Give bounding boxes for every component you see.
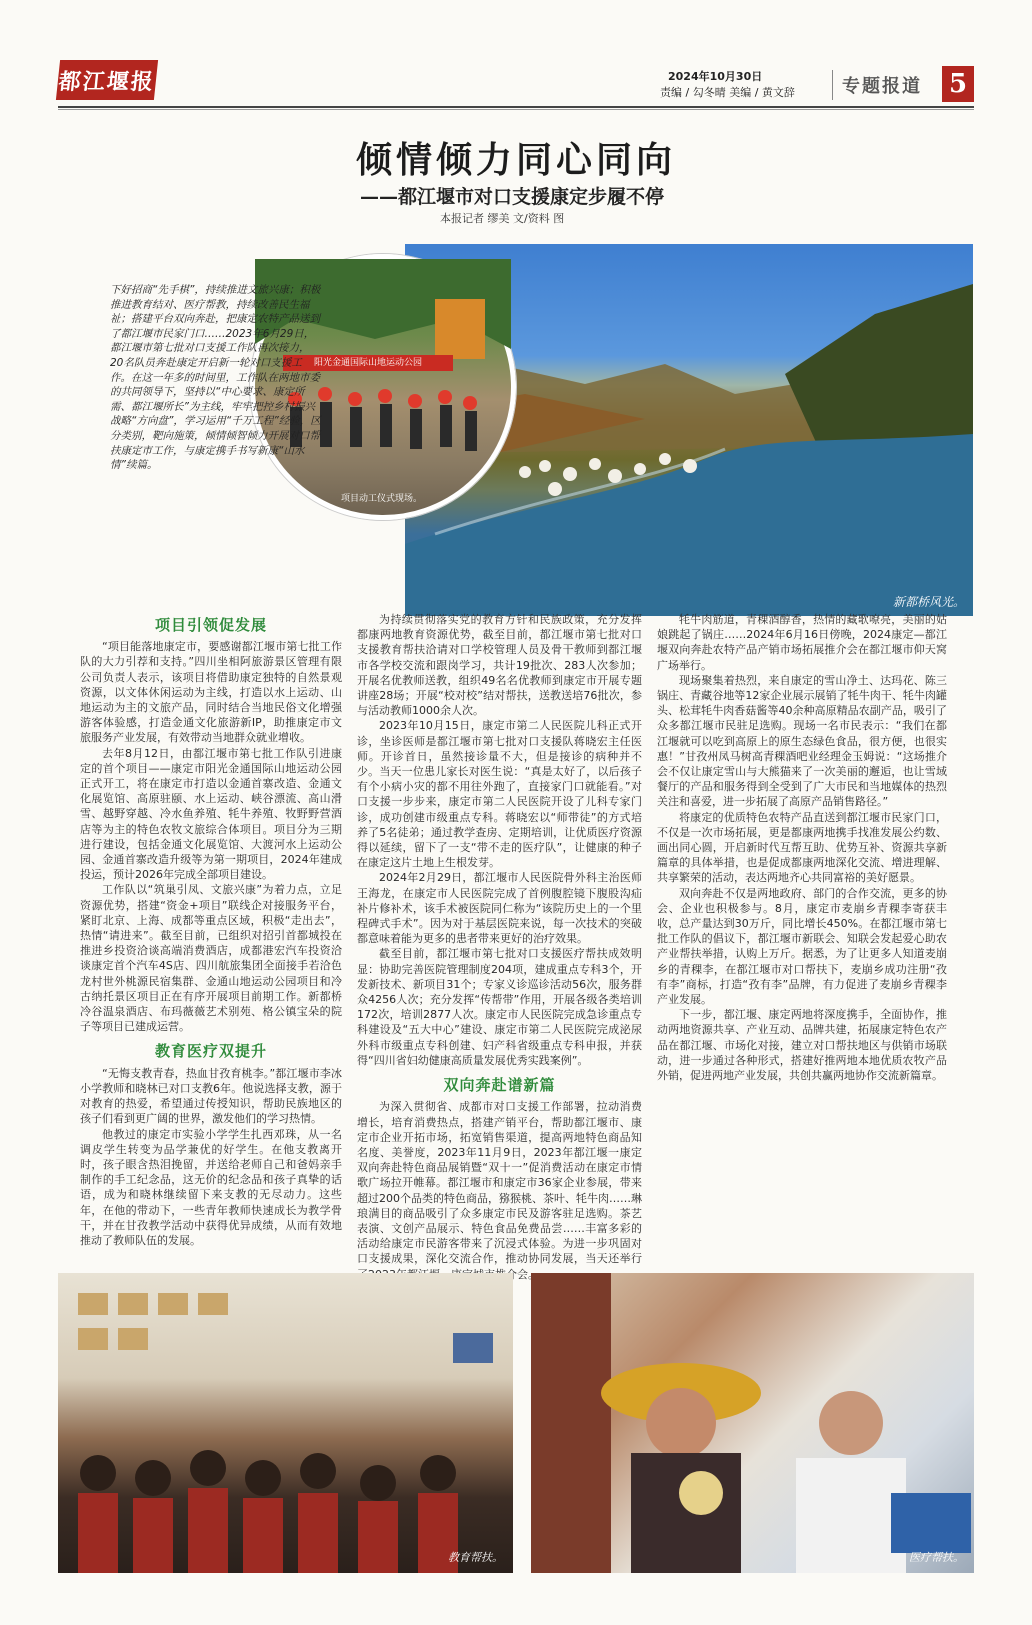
classroom-illustration bbox=[58, 1273, 513, 1573]
column-2 bbox=[357, 612, 642, 1281]
section-name: 专题报道 bbox=[842, 76, 922, 97]
column-3 bbox=[657, 612, 947, 1262]
paragraph: 双向奔赴不仅是两地政府、部门的合作交流，更多的协会、企业也积极参与。8月，康定市麦崩乡青稞李寄获丰收，总产量达到30万斤，同比增长450%。在都江堰市第七批工作队的倡议下，都江堰市新联会、知联会发起爱心助农产业帮扶举措，认购上万斤。据悉，为了让更多人知道麦崩乡的青稞李，在都江堰市对口帮扶下，麦崩乡成功注册“孜有李”商标，打造“孜有李”品牌，有力促进了麦崩乡青稞李产业发展。 bbox=[657, 886, 947, 1007]
section-heading-two-way: 双向奔赴谱新篇 bbox=[443, 1076, 556, 1095]
header-rule bbox=[58, 106, 974, 108]
masthead-logo: 都江堰报 bbox=[56, 60, 158, 100]
paragraph: 2023年10月15日，康定市第二人民医院儿科正式开诊，坐诊医师是都江堰市第七批对口支援队蒋晓宏主任医师。开诊首日，虽然接诊量不大，但是接诊的病种并不少。当天一位患儿家长对医生说：“真是太好了，以后孩子有个小病小灾的都不用往外跑了，直接家门口就能看。”对口支援一步步来，康定市第二人民医院开设了儿科专家门诊，成功创建市级重点专科。蒋晓宏以“师带徒”的方式培养了5名徒弟；通过教学查房、定期培训，让优质医疗资源得以延续，留下了一支“带不走的医疗队”，让健康的种子在康定这片土地上生根发芽。 bbox=[357, 719, 642, 870]
classroom-photo bbox=[58, 1273, 513, 1573]
paragraph: 将康定的优质特色农特产品直送到都江堰市民家门口，不仅是一次市场拓展，更是都康两地携手找准发展公约数、画出同心圆，开启新时代互帮互助、优势互补、资源共享新篇章的具体举措，也是促成都康两地深化交流、增进理解、共享繁荣的活动，表达两地齐心共同富裕的美好愿景。 bbox=[657, 810, 947, 885]
paragraph: 工作队以“筑巢引凤、文旅兴康”为着力点，立足资源优势，搭建“资金+项目”联线企对接服务平台，紧盯北京、上海、成都等重点区域，积极“走出去”，热情“请进来”。截至目前，已组织对招引首都城投在推进乡投资洽谈高端消费酒店，成都港宏汽车投资洽谈康定首个汽车4S店、四川航旅集团全面接手若洽色龙村世外桃源民宿集群、金通山地运动公园项目和冷古纳托景区项目正在有序开展项目前期工作。新都桥冷谷温泉酒店、布玛薇薇艺术别苑、格公镇宝朵的院子等项目已建成运营。 bbox=[80, 883, 342, 1034]
section-heading-education-medical: 教育医疗双提升 bbox=[154, 1042, 267, 1061]
header-divider bbox=[832, 70, 833, 100]
clinic-photo-caption: 医疗帮扶。 bbox=[909, 1551, 964, 1564]
article-byline: 本报记者 缪美 文/资料 图 bbox=[440, 212, 565, 225]
issue-date: 2024年10月30日 bbox=[668, 70, 763, 83]
article-intro: 下好招商“先手棋”，持续推进文旅兴康；积极推进教育结对、医疗帮教，持续改善民生福祉；搭建平台双向奔赴，把康定农特产品送到了都江堰市民家门口……2023年6月29日，都江堰市第七批对口支援工作队再次接力，20名队员奔赴康定开启新一轮对口支援工作。在这一年多的时间里，工作队在两地市委的共同领导下，坚持以“中心要求、康定所需、都江堰所长”为主线，牢牢把控乡村振兴战略“方向盘”，学习运用“千万工程”经验，区分类别，靶向施策，倾情倾智倾力开展对口帮扶康定市工作，与康定携手书写新康“山水情”续篇。 bbox=[110, 284, 321, 472]
classroom-photo-caption: 教育帮扶。 bbox=[448, 1551, 503, 1564]
article-subtitle: ——都江堰市对口支援康定步履不停 bbox=[360, 186, 665, 208]
paragraph: 为深入贯彻省、成都市对口支援工作部署，拉动消费增长，培育消费热点，搭建产销平台，帮助都江堰市、康定市企业开拓市场，拓宽销售渠道，提高两地特色商品知名度、美誉度，2023年11月9日，2023年都江堰一康定双向奔赴特色商品展销暨“双十一”促消费活动在康定市情歌广场拉开帷幕。都江堰市和康定市36家企业参展，带来超过200个品类的特色商品，猕猴桃、茶叶、牦牛肉……琳琅满目的商品吸引了众多康定市民及游客驻足选购。茶艺表演、文创产品展示、特色食品免费品尝……丰富多彩的活动给康定市民游客带来了沉浸式体验。为进一步巩固对口支援成果，深化交流合作，推动协同发展，当天还举行 介会。 bbox=[357, 1100, 642, 1281]
paragraph: 下一步，都江堰、康定两地将深度携手，全面协作，推动两地资源共享、产业互动、品牌共建，拓展康定特色农产品在都江堰、市场化对接，建立对口帮扶地区与供销市场联动，进一步通过各种形式，搭建好推两地本地优质农牧产品外销，促进两地产业发展，共创共赢两地协作交流新篇章。 bbox=[657, 1008, 947, 1083]
landscape-photo-caption: 新都桥风光。 bbox=[892, 595, 965, 609]
header-rule-thin bbox=[58, 109, 974, 110]
groundbreaking-banner: 阳光金通国际山地运动公园 bbox=[283, 355, 453, 371]
paragraph: 去年8月12日，由都江堰市第七批工作队引进康定的首个项目——康定市阳光金通国际山地运动公园正式开工，将在康定市打造以金通首寨改造、金通文化展览馆、高原驻颐、水上运动、峡谷漂流、高山滑雪、越野穿越、冷水鱼养殖、牦牛养殖、牧野野营酒店等为主的特色农牧文旅综合体项目。项目分为三期进行建设，包括金通文化展览馆、大渡河水上运动公园、金通首寨改造升级等为第一期项目，2024年建成投运，预计2026年完成全部项目建设。 bbox=[80, 746, 342, 882]
paragraph: “无悔支教青春，热血甘孜育桃李。”都江堰市李冰小学教师和晓林已对口支教6年。他说选择支教，源于对教育的热爱，希望通过传授知识，帮助民族地区的孩子们看到更广阔的世界，激发他们的学习热情。 bbox=[80, 1066, 342, 1126]
paragraph: 现场聚集着热烈，来自康定的雪山净土、达玛花、陈三锅庄、青藏谷地等12家企业展示展销了牦牛肉干、牦牛肉罐头、松茸牦牛肉香菇酱等40余种高原精品农副产品，吸引了众多都江堰市民驻足选购。现场一名市民表示：“我们在都江堰就可以吃到高原上的原生态绿色食品，很方便，也很实惠！”甘孜州凤马树高青稞酒吧业经理金玉姆说：“这场推介会不仅让康定雪山与大熊猫来了一次美丽的邂逅，也让雪域餐厅的产品和服务得到全受到了广大市民和当地媒体的热烈关注和喜爱，进一步拓展了高原产品销售路径。” bbox=[657, 673, 947, 809]
paragraph: 截至目前，都江堰市第七批对口支援医疗帮扶成效明显：协助完善医院管理制度204项，建成重点专科3个，开发新技术、新项目31个；专家义诊巡诊活动56次，服务群众4256人次；充分发挥“传帮带”作用，开展各级各类培训172次，培训2877人次。康定市人民医院完成急诊重点专科建设及“五大中心”建设、康定市第二人民医院完成泌尿外科市级重点专科创建、妇产科省级重点专科申报，并获得“四川省妇幼健康高质量发展优秀实践案例”。 bbox=[357, 947, 642, 1067]
page-number: 5 bbox=[942, 66, 974, 102]
clinic-photo bbox=[531, 1273, 974, 1573]
editors-credit: 责编 / 勾冬晴 美编 / 黄文辞 bbox=[660, 86, 795, 99]
section-heading-projects: 项目引领促发展 bbox=[154, 616, 267, 634]
paragraph: “项目能落地康定市，要感谢都江堰市第七批工作队的大力引荐和支持。”四川坐相阿旅游景区管理有限公司负责人表示，该项目将借助康定独特的自然景观资源，以文体休闲运动为主线，打造以水上运动、山地运动为主的文旅产品，同时结合当地民俗文化增强游客体验感，打造金通文化旅游新IP，助推康定市文旅服务产业发展，有效带动当地群众就业增收。 bbox=[80, 640, 342, 745]
paragraph: 2024年2月29日，都江堰市人民医院骨外科主治医师王海龙，在康定市人民医院完成了首例腹腔镜下腹股沟疝补片修补术，该手术被医院同仁称为“该院历史上的一个里程碑式手术”。因为对于基层医院来说，每一次技术的突破都意味着能为更多的患者带来更好的治疗效果。 bbox=[357, 871, 642, 946]
paragraph: 他教过的康定市实验小学学生扎西邓珠，从一名调皮学生转变为品学兼优的好学生。在他支教离开时，孩子眼含热泪挽留，并送给老师自己和爸妈亲手制作的手工纪念品，这无价的纪念品和孩子真挚的话语，成为和晓林继续留下来支教的无尽动力。这些年，在他的带动下，一些青年教师快速成长为教学骨干，并在甘孜教学活动中获得优异成绩，从而有效地推动了教师队伍的发展。 bbox=[80, 1127, 342, 1247]
paragraph: 牦牛肉筋道，青稞酒醇香，热情的藏歌嘹亮，美丽的姑娘跳起了锅庄……2024年6月16日傍晚，2024康定—都江堰双向奔赴农特产品产销市场拓展推介会在都江堰市仰天窝广场举行。 bbox=[657, 613, 947, 672]
column-1 bbox=[80, 612, 342, 1262]
paragraph: 为持续贯彻落实党的教育方针和民族政策，充分发挥都康两地教育资源优势，截至目前，都江堰市第七批对口支援教育帮扶洽请对口学校管理人员及骨干教师到都江堰市各学校交流和跟岗学习，共计19批次、283人次参加；开展名优教师送教，组织49名名优教师到康定市开展专题讲座28场；开展“校对校”结对帮扶，送教送培76批次，参与活动教师1000余人次。 bbox=[357, 613, 642, 718]
article-title: 倾情倾力同心同向 bbox=[355, 139, 676, 181]
groundbreaking-photo-caption: 项目动工仪式现场。 bbox=[341, 494, 423, 504]
clinic-illustration bbox=[531, 1273, 974, 1573]
